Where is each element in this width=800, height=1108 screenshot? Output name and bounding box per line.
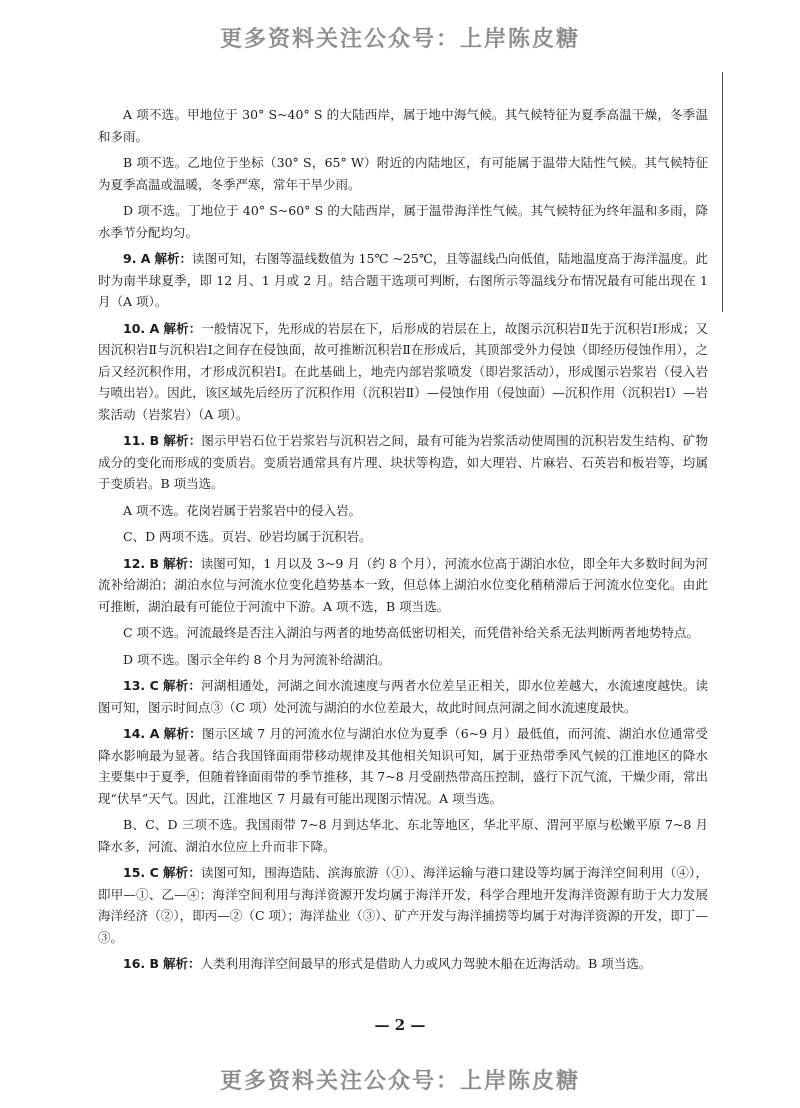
question-15: 15. C 解析：读图可知，围海造陆、滨海旅游（①）、海洋运输与港口建设等均属于海洋空间利用（④），即甲—①、乙—④；海洋空间利用与海洋资源开发均属于海洋开发，科学合理地开发海洋资源有助于大力发展海洋经济（②），即丙—②（C 项）；海洋盐业（③）、矿产开发与海洋捕捞等均属于对海洋资源的开发，即丁—③。 (98, 865, 708, 945)
scan-border-line (722, 72, 723, 312)
paragraph-a-option: A 项不选。甲地位于 30° S~40° S 的大陆西岸，属于地中海气候。其气候特征为夏季高温干燥，冬季温和多雨。 (98, 107, 708, 144)
question-11: 11. B 解析：图示甲岩石位于岩浆岩与沉积岩之间，最有可能为岩浆活动使周围的沉积岩发生结构、矿物成分的变化而形成的变质岩。变质岩通常具有片理、块状等构造，如大理岩、片麻岩、石英岩和板岩等，均属于变质岩。B 项当选。 (98, 433, 708, 491)
watermark-bottom: 更多资料关注公众号：上岸陈皮糖 (219, 1069, 580, 1094)
question-14: 14. A 解析：图示区域 7 月的河流水位与湖泊水位为夏季（6~9 月）最低值，而河流、湖泊水位通常受降水影响最为显著。结合我国锋面雨带移动规律及其他相关知识可知，属于亚热带季风气候的江淮地区的降水主要集中于夏季，但随着锋面雨带的季节推移，其 7~8 月受副热带高压控制，盛行下沉气流，干燥少雨，常出现“伏旱”天气。因此，江淮地区 7 月最有可能出现图示情况。A 项当选。 (98, 726, 708, 806)
question-10: 10. A 解析：一般情况下，先形成的岩层在下，后形成的岩层在上，故图示沉积岩Ⅱ先于沉积岩Ⅰ形成；又因沉积岩Ⅱ与沉积岩Ⅰ之间存在侵蚀面，故可推断沉积岩Ⅱ在形成后，其顶部受外力侵蚀（即经历侵蚀作用），之后又经沉积作用，才形成沉积岩Ⅰ。在此基础上，地壳内部岩浆喷发（即岩浆活动），形成图示岩浆岩（侵入岩与喷出岩）。因此，该区域先后经历了沉积作用（沉积岩Ⅱ）—侵蚀作用（侵蚀面）—沉积作用（沉积岩Ⅰ）—岩浆活动（岩浆岩）（A 项）。 (98, 320, 708, 422)
page-number: — 2 — (374, 1016, 426, 1034)
question-16: 16. B 解析：人类利用海洋空间最早的形式是借助人力或风力驾驶木船在近海活动。B 项当选。 (123, 956, 652, 971)
paragraph-11-a: A 项不选。花岗岩属于岩浆岩中的侵入岩。 (123, 502, 362, 518)
question-13: 13. C 解析：河湖相通处，河湖之间水流速度与两者水位差呈正相关，即水位差越大，水流速度越快。读图可知，图示时间点③（C 项）处河流与湖泊的水位差最大，故此时间点河湖之间水流速度最快。 (98, 678, 708, 715)
paragraph-12-d: D 项不选。图示全年约 8 个月为河流补给湖泊。 (123, 651, 391, 667)
answer-content (98, 104, 708, 980)
question-12: 12. B 解析：读图可知，1 月以及 3~9 月（约 8 个月），河流水位高于湖泊水位，即全年大多数时间为河流补给湖泊；湖泊水位与河流水位变化趋势基本一致，但总体上湖泊水位变化稍稍滞后于河流水位变化。由此可推断，湖泊最有可能位于河流中下游。A 项不选，B 项当选。 (98, 555, 708, 614)
question-9: 9. A 解析：读图可知，右图等温线数值为 15℃ ~25℃，且等温线凸向低值，陆地温度高于海洋温度。此时为南半球夏季，即 12 月、1 月或 2 月。结合题干选项可判断，右图所示等温线分布情况最有可能出现在 1 月（A 项）。 (98, 251, 708, 309)
paragraph-b-option: B 项不选。乙地位于坐标（30° S，65° W）附近的内陆地区，有可能属于温带大陆性气候。其气候特征为夏季高温或温暖，冬季严寒，常年干旱少雨。 (98, 155, 708, 192)
paragraph-11-cd: C、D 两项不选。页岩、砂岩均属于沉积岩。 (123, 529, 372, 544)
paragraph-14-bcd: B、C、D 三项不选。我国雨带 7~8 月到达华北、东北等地区，华北平原、渭河平原与松嫩平原 7~8 月降水多，河流、湖泊水位应上升而非下降。 (98, 817, 708, 854)
paragraph-d-option: D 项不选。丁地位于 40° S~60° S 的大陆西岸，属于温带海洋性气候。其气候特征为终年温和多雨，降水季节分配均匀。 (98, 203, 708, 240)
paragraph-12-c: C 项不选。河流最终是否注入湖泊与两者的地势高低密切相关，而凭借补给关系无法判断两者地势特点。 (123, 625, 700, 640)
watermark-top: 更多资料关注公众号：上岸陈皮糖 (219, 27, 580, 52)
